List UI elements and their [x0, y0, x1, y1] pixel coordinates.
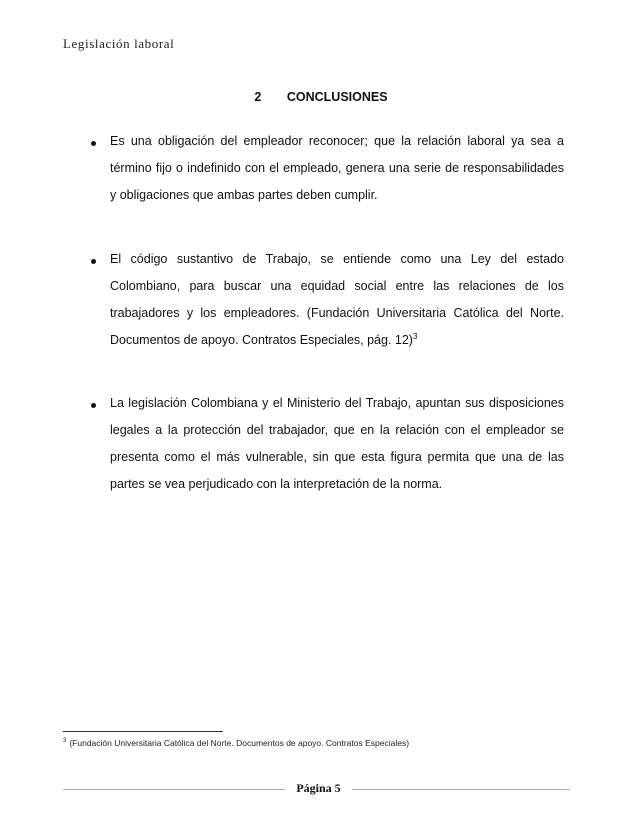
- footnote-separator: [63, 731, 223, 732]
- section-title: CONCLUSIONES: [286, 90, 388, 104]
- bullet-icon: [91, 259, 96, 264]
- page-number: Página 5: [296, 781, 341, 795]
- footnote-reference[interactable]: 3: [412, 331, 418, 341]
- footer-rule-right: [352, 789, 570, 790]
- footer-rule-left: [63, 789, 285, 790]
- list-item-text: La legislación Colombiana y el Ministerio del Trabajo, apuntan sus disposiciones legales a la protección del trabajador, que en la relación con el empleador se presenta como el más vulnerable, sin que esta figura permita que una de las partes se vea perjudicado con la interpretación de la norma.: [110, 396, 564, 491]
- section-number: 2: [254, 90, 262, 104]
- running-header: Legislación laboral: [63, 36, 175, 51]
- bullet-icon: [91, 403, 96, 408]
- list-item-text: Es una obligación del empleador reconocer; que la relación laboral ya sea a término fijo o indefinido con el empleado, genera una serie de responsabilidades y obligaciones que ambas partes deben cumplir.: [110, 134, 564, 202]
- section-heading: [0, 90, 638, 104]
- list-item-text: El código sustantivo de Trabajo, se entiende como una Ley del estado Colombiano, para buscar una equidad social entre las relaciones de los trabajadores y los empleadores. (Fundación Universitaria Católica del Norte. Documentos de apoyo. Contratos Especiales, pág. 12)$^3$: [110, 252, 564, 347]
- footnote-text: (Fundación Universitaria Católica del Norte. Documentos de apoyo. Contratos Especiales): [69, 738, 410, 748]
- footnote: [63, 738, 409, 748]
- footnote-marker: 3: [63, 738, 67, 745]
- bullet-icon: [91, 141, 96, 146]
